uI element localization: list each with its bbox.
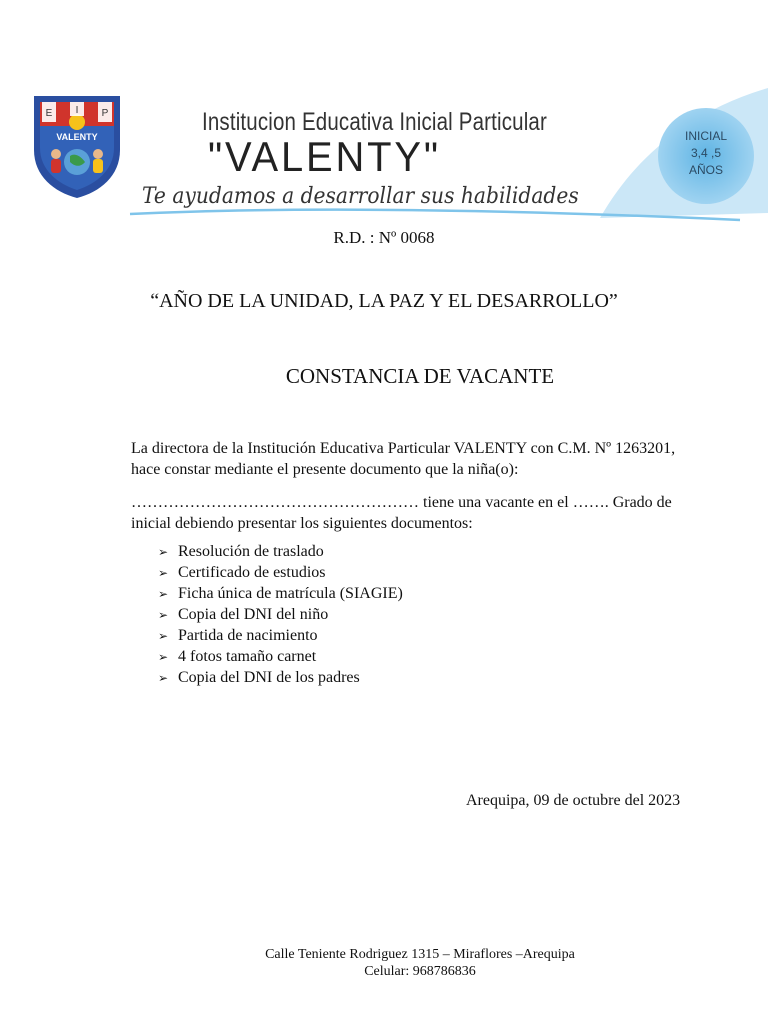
list-item-text: 4 fotos tamaño carnet (178, 648, 317, 665)
body-paragraph-1: La directora de la Institución Educativa Particular VALENTY con C.M. Nº 1263201, hace constar mediante el presente documento que la niña(o): (131, 440, 676, 478)
school-name: Institucion Educativa Inicial Particular (202, 108, 547, 136)
list-item-text: Resolución de traslado (178, 543, 324, 560)
list-item (158, 541, 403, 562)
footer-phone: Celular: 968786836 (364, 964, 476, 979)
list-item-text: Copia del DNI de los padres (178, 669, 360, 686)
shield-initial-3: P (101, 108, 109, 119)
arrow-bullet-icon: ➢ (158, 545, 169, 559)
body-paragraph-2: ……………………………………………… tiene una vacante en el ……. Grado de inicial debiendo presentar los siguientes documentos: (131, 494, 672, 532)
shield-initial-2: I (75, 105, 79, 116)
year-motto: “AÑO DE LA UNIDAD, LA PAZ Y EL DESARROLLO” (150, 290, 618, 312)
list-item (158, 646, 403, 667)
arrow-bullet-icon: ➢ (158, 608, 169, 622)
list-item-text: Partida de nacimiento (178, 627, 318, 644)
shield-initial-1: E (45, 108, 53, 119)
date-line: Arequipa, 09 de octubre del 2023 (466, 792, 681, 809)
arrow-bullet-icon: ➢ (158, 629, 169, 643)
list-item (158, 625, 403, 646)
arrow-bullet-icon: ➢ (158, 566, 169, 580)
list-item (158, 562, 403, 583)
school-shield-logo (30, 92, 124, 200)
age-badge-line: AÑOS (688, 163, 723, 177)
age-badge (668, 128, 744, 179)
list-item-text: Copia del DNI del niño (178, 606, 329, 623)
list-item (158, 604, 403, 625)
school-brand-name: "VALENTY" (208, 133, 441, 180)
footer-address: Calle Teniente Rodriguez 1315 – Miraflores –Arequipa (265, 947, 575, 962)
age-badge-line: INICIAL (684, 129, 727, 143)
list-item-text: Ficha única de matrícula (SIAGIE) (178, 585, 403, 602)
shield-name: VALENTY (56, 132, 98, 142)
document-title: CONSTANCIA DE VACANTE (285, 364, 555, 388)
school-slogan: Te ayudamos a desarrollar sus habilidades (142, 184, 579, 209)
age-badge-line: 3,4 ,5 (690, 146, 722, 160)
list-item (158, 583, 403, 604)
list-item-text: Certificado de estudios (178, 564, 326, 581)
resolution-number: R.D. : Nº 0068 (333, 228, 435, 247)
arrow-bullet-icon: ➢ (158, 650, 169, 664)
requirements-list (158, 541, 403, 688)
arrow-bullet-icon: ➢ (158, 587, 169, 601)
arrow-bullet-icon: ➢ (158, 671, 169, 685)
list-item (158, 667, 403, 688)
